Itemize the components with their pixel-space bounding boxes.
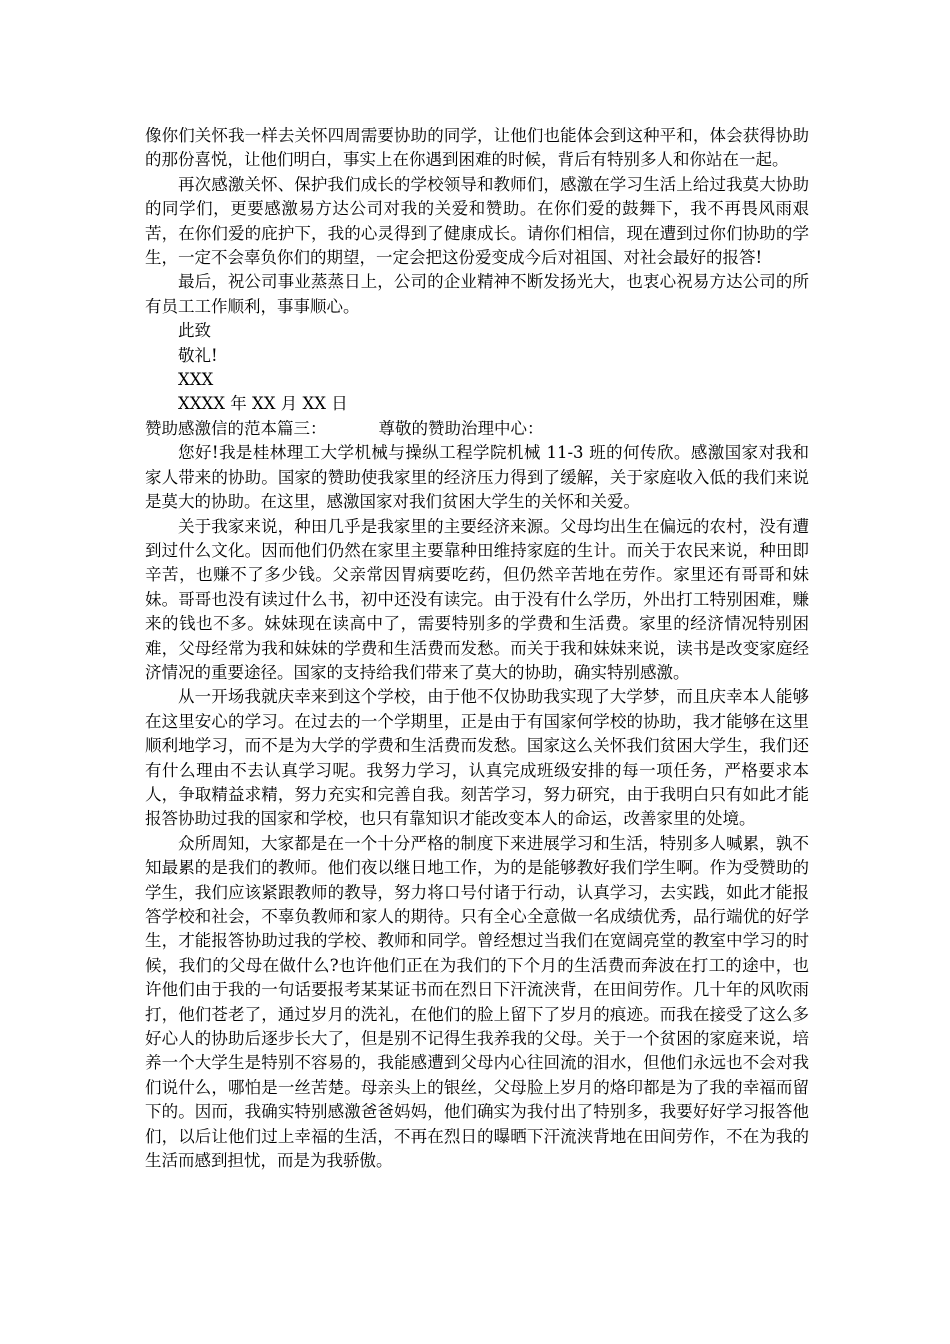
- section-heading-line: [145, 417, 809, 441]
- document-body: [145, 124, 809, 1173]
- closing-salutation-1: 此致: [178, 321, 211, 341]
- paragraph-continued: 像你们关怀我一样去关怀四周需要协助的同学，让他们也能体会到这种平和，体会获得协助的那份喜悦，让他们明白，事实上在你遇到困难的时候，背后有特别多人和你站在一起。: [145, 126, 809, 170]
- letter-paragraph-family: 关于我家来说，种田几乎是我家里的主要经济来源。父母均出生在偏远的农村，没有遭到过什么文化。因而他们仍然在家里主要靠种田维持家庭的生计。而关于农民来说，种田即辛苦，也赚不了多少钱。父亲常因胃病要吃药，但仍然辛苦地在劳作。家里还有哥哥和妹妹。哥哥也没有读过什么书，初中还没有读完。由于没有什么学历，外出打工特别困难，赚来的钱也不多。妹妹现在读高中了，需要特别多的学费和生活费。家里的经济情况特别困难，父母经常为我和妹妹的学费和生活费而发愁。而关于我和妹妹来说，读书是改变家庭经济情况的重要途径。国家的支持给我们带来了莫大的协助，确实特别感激。: [145, 516, 809, 682]
- recipient: 尊敬的赞助治理中心：: [378, 418, 544, 438]
- signature: XXX: [178, 370, 214, 390]
- paragraph-wishes: 最后，祝公司事业蒸蒸日上，公司的企业精神不断发扬光大，也衷心祝易方达公司的所有员工工作顺利，事事顺心。: [145, 272, 809, 316]
- letter-paragraph-school: 从一开场我就庆幸来到这个学校，由于他不仅协助我实现了大学梦，而且庆幸本人能够在这里安心的学习。在过去的一个学期里，正是由于有国家何学校的协助，我才能够在这里顺利地学习，而不是为大学的学费和生活费而发愁。国家这么关怀我们贫困大学生，我们还有什么理由不去认真学习呢。我努力学习，认真完成班级安排的每一项任务，严格要求本人，争取精益求精，努力充实和完善自我。刻苦学习，努力研究，由于我明白只有如此才能报答协助过我的国家和学校，也只有靠知识才能改变本人的命运，改善家里的处境。: [145, 687, 809, 829]
- section-title: 赞助感激信的范本篇三：: [145, 418, 327, 438]
- closing-salutation-2: 敬礼!: [178, 345, 218, 365]
- letter-paragraph-teachers-parents: 众所周知，大家都是在一个十分严格的制度下来进展学习和生活，特别多人喊累，孰不知最累的是我们的教师。他们夜以继日地工作，为的是能够教好我们学生啊。作为受赞助的学生，我们应该紧跟教师的教导，努力将口号付诸于行动，认真学习，去实践，如此才能报答学校和社会，不辜负教师和家人的期待。只有全心全意做一名成绩优秀，品行端优的好学生，才能报答协助过我的学校、教师和同学。曾经想过当我们在宽阔亮堂的教室中学习的时候，我们的父母在做什么?也许他们正在为我们的下个月的生活费而奔波在打工的途中，也许他们由于我的一句话要报考某某证书而在烈日下汗流浃背，在田间劳作。几十年的风吹雨打，他们苍老了，通过岁月的洗礼，在他们的脸上留下了岁月的痕迹。而我在接受了这么多好心人的协助后逐步长大了，但是别不记得生我养我的父母。关于一个贫困的家庭来说，培养一个大学生是特别不容易的，我能感遭到父母内心往回流的泪水，但他们永远也不会对我们说什么，哪怕是一丝苦楚。母亲头上的银丝，父母脸上岁月的烙印都是为了我的幸福而留下的。因而，我确实特别感激爸爸妈妈，他们确实为我付出了特别多，我要好好学习报答他们，以后让他们过上幸福的生活，不再在烈日的曝晒下汗流浃背地在田间劳作，不在为我的生活而感到担忧，而是为我骄傲。: [145, 833, 809, 1171]
- date: XXXX 年 XX 月 XX 日: [178, 394, 348, 414]
- letter-paragraph-intro: 您好!我是桂林理工大学机械与操纵工程学院机械 11-3 班的何传欣。感激国家对我和家人带来的协助。国家的赞助使我家里的经济压力得到了缓解，关于家庭收入低的我们来说是莫大的协助。在这里，感激国家对我们贫困大学生的关怀和关爱。: [145, 443, 809, 512]
- paragraph-thanks: 再次感激关怀、保护我们成长的学校领导和教师们，感激在学习生活上给过我莫大协助的同学们，更要感激易方达公司对我的关爱和赞助。在你们爱的鼓舞下，我不再畏风雨艰苦，在你们爱的庇护下，我的心灵得到了健康成长。请你们相信，现在遭到过你们协助的学生，一定不会辜负你们的期望，一定会把这份爱变成今后对祖国、对社会最好的报答!: [145, 174, 809, 268]
